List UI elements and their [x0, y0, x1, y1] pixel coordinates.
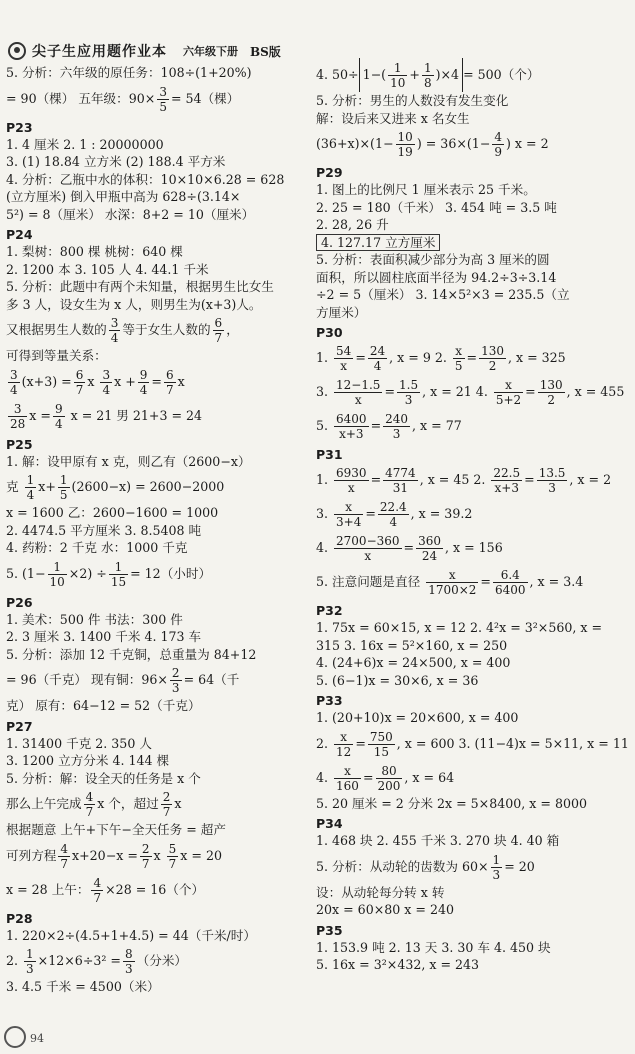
fraction: $\frac{3}{5}$	[159, 84, 167, 114]
answer-line: 1. 220×2÷(4.5+1+4.5) = 44（千米/时）	[6, 927, 256, 943]
equation-line: (36+x)×(1− $\frac{10}{19}$ ) = 36×(1− $\frac{4}{9}$ ) x = 2	[316, 130, 549, 159]
equation-line: = 96（千克） 现有铜：96× $\frac{2}{3}$ = 64（千	[6, 666, 240, 695]
answer-line: 5. (6−1)x = 30×6, x = 36	[316, 672, 479, 688]
equation-line: 2. $\frac{x}{12}$ = $\frac{750}{15}$ , x = 600 3. (11−4)x = 5×11, x = 11	[316, 729, 629, 759]
answer-line: 1. 468 块 2. 455 千米 3. 270 块 4. 40 箱	[316, 833, 560, 848]
answer-line: 1. 美术：500 件 书法：300 件	[6, 611, 183, 627]
equation-line: 克 $\frac{1}{4}$ x+ $\frac{1}{5}$ (2600−x) = 2600−2000	[6, 473, 225, 502]
answer-line: 1. 梨树：800 棵 桃树：640 棵	[6, 244, 183, 259]
equation-line: 3. $\frac{12-1.5}{x}$ = $\frac{1.5}{3}$ , x = 21 4. $\frac{x}{5+2}$ = $\frac{130}{2}$ , x = 455	[316, 378, 625, 407]
answer-line: 4. (24+6)x = 24×500, x = 400	[316, 655, 511, 670]
page-marker: P32	[316, 603, 343, 618]
equation-line: 4. $\frac{2700-360}{x}$ = $\frac{360}{24}$ , x = 156	[316, 534, 503, 563]
answer-line: 5. 20 厘米 = 2 分米 2x = 5×8400, x = 8000	[316, 795, 588, 811]
book-title: 尖子生应用题作业本	[32, 44, 167, 60]
answer-line: 20x = 60×80 x = 240	[316, 902, 454, 917]
answer-line: 2. 25 = 180（千米） 3. 454 吨 = 3.5 吨	[316, 199, 557, 215]
equation-line: 5. (1− $\frac{1}{10}$ ×2) ÷ $\frac{1}{15}$ = 12（小时）	[6, 559, 212, 589]
page-marker: P23	[6, 119, 33, 135]
answer-line: 4. 127.17 立方厘米	[316, 234, 632, 252]
equation-line: $\frac{3}{4}$ (x+3) = $\frac{6}{7}$ x $\frac{3}{4}$ x + $\frac{9}{4}$ = $\frac{6}{7}$ x	[10, 367, 185, 397]
equation-line: $\frac{3}{28}$ x = $\frac{9}{4}$ x = 21 男 21+3 = 24	[10, 401, 203, 431]
equation-line: 2. $\frac{1}{3}$ ×12×6÷3² = $\frac{8}{3}$ （分米）	[6, 947, 187, 976]
answer-line: x = 1600 乙：2600−1600 = 1000	[6, 505, 219, 520]
answer-line: 5. 分析：解：设全天的任务是 x 个	[6, 770, 201, 786]
answer-line: 2. 4474.5 平方厘米 3. 8.5408 吨	[6, 522, 202, 538]
edition-label: BS版	[250, 44, 281, 59]
right-column	[316, 58, 632, 974]
equation-line: 那么上午完成 $\frac{4}{7}$ x 个，超过 $\frac{2}{7}$ x	[6, 790, 182, 819]
answer-line: 5. 分析：六年级的原任务：108÷(1+20%)	[6, 65, 252, 80]
equation-line: 1. $\frac{54}{x}$ = $\frac{24}{4}$ , x = 9 2. $\frac{x}{5}$ = $\frac{130}{2}$ , x = 325	[316, 344, 566, 373]
page-marker: P31	[316, 447, 343, 462]
answer-line: 4. 药粉：2 千克 水：1000 千克	[6, 540, 188, 555]
page-marker: P25	[6, 436, 33, 452]
answer-line: 解：设后来又进来 x 名女生	[316, 110, 470, 126]
equation-line: 4. 50÷ 1−( $\frac{1}{10}$ + $\frac{1}{8}$ )×4 = 500（个）	[316, 58, 632, 92]
answer-line: 2. 1200 本 3. 105 人 4. 44.1 千米	[6, 261, 209, 277]
bracket: 1−( $\frac{1}{10}$ + $\frac{1}{8}$ )×4	[359, 58, 463, 92]
answer-line: 5. 分析：表面积减少部分为高 3 厘米的圆	[316, 252, 550, 267]
page-marker: P29	[316, 165, 343, 180]
page-marker: P30	[316, 325, 343, 340]
page-marker: P27	[6, 718, 33, 734]
answer-line: 可得到等量关系：	[6, 348, 107, 363]
answer-line: 1. 图上的比例尺 1 厘米表示 25 千米。	[316, 182, 536, 197]
answer-line: 5²) = 8（厘米） 水深：8+2 = 10（厘米）	[6, 206, 255, 222]
answer-line: = 90（棵） 五年级：90× $\frac{3}{5}$ = 54（棵）	[6, 84, 240, 114]
answer-line: 5. 16x = 3²×432, x = 243	[316, 957, 480, 972]
answer-line: 315 3. 16x = 5²×160, x = 250	[316, 637, 508, 653]
grade-label: 六年级下册	[183, 45, 238, 58]
answer-line: 根据题意 上午+下午−全天任务 = 超产	[6, 822, 226, 837]
equation-line: 1. $\frac{6930}{x}$ = $\frac{4774}{31}$ , x = 45 2. $\frac{22.5}{x+3}$ = $\frac{13.5}{3}$ , x = 2	[316, 466, 612, 495]
answer-line: 3. 1200 立方分米 4. 144 棵	[6, 753, 170, 768]
answer-line: ÷2 = 5（厘米） 3. 14×5²×3 = 235.5（立	[316, 287, 570, 302]
answer-line: 2. 3 厘米 3. 1400 千米 4. 173 车	[6, 629, 202, 644]
answer-line: 多 3 人，设女生为 x 人，则男生为(x+3)人。	[6, 296, 262, 312]
answer-line: (立方厘米) 倒入甲瓶中高为 628÷(3.14×	[6, 189, 241, 204]
answer-line: 5. 分析：添加 12 千克铜，总重量为 84+12	[6, 646, 257, 662]
answer-line: 又根据男生人数的 $\frac{3}{4}$ 等于女生人数的 $\frac{6}{7}$ ，	[6, 316, 239, 345]
answer-line: 4. 分析：乙瓶中水的体积：10×10×6.28 = 628	[6, 171, 285, 187]
answer-line: 1. (20+10)x = 20×600, x = 400	[316, 710, 519, 725]
equation-line: 5. 注意问题是直径 $\frac{x}{1700\times 2}$ = $\frac{6.4}{6400}$ , x = 3.4	[316, 568, 584, 597]
answer-line: 1. 4 厘米 2. 1 : 20000000	[6, 136, 164, 152]
answer-line: 5. 分析：男生的人数没有发生变化	[316, 93, 509, 108]
equation-line: 3. $\frac{x}{3+4}$ = $\frac{22.4}{4}$ , x = 39.2	[316, 500, 473, 529]
answer-line: 克） 原有：64−12 = 52（千克）	[6, 698, 201, 713]
page-header	[8, 40, 318, 62]
answer-line: 1. 75x = 60×15, x = 12 2. 4²x = 3²×560, x =	[316, 620, 603, 635]
answer-line: 方厘米）	[316, 304, 367, 320]
answer-line: 1. 153.9 吨 2. 13 天 3. 30 车 4. 450 块	[316, 939, 551, 955]
page-number: 94	[30, 1032, 44, 1045]
page-marker: P33	[316, 693, 343, 708]
page-marker: P24	[6, 227, 33, 242]
answer-line: 3. (1) 18.84 立方米 (2) 188.4 平方米	[6, 154, 226, 169]
answer-line: 5. 分析：此题中有两个未知量，根据男生比女生	[6, 279, 274, 294]
equation-line: 5. 分析：从动轮的齿数为 60× $\frac{1}{3}$ = 20	[316, 852, 535, 882]
left-column	[6, 64, 314, 996]
logo-icon	[8, 42, 26, 60]
equation-line: 可列方程 $\frac{4}{7}$ x+20−x = $\frac{2}{7}$ x $\frac{5}{7}$ x = 20	[6, 841, 222, 871]
page-marker: P34	[316, 816, 343, 831]
page-marker: P35	[316, 922, 343, 938]
page-marker: P26	[6, 594, 33, 610]
answer-line: 1. 31400 千克 2. 350 人	[6, 735, 152, 751]
equation-line: 4. $\frac{x}{160}$ = $\frac{80}{200}$ , x = 64	[316, 763, 455, 793]
answer-line: 面积，所以圆柱底面半径为 94.2÷3÷3.14	[316, 269, 557, 285]
equation-line: x = 28 上午： $\frac{4}{7}$ ×28 = 16（个）	[6, 875, 205, 905]
answer-line: 3. 4.5 千米 = 4500（米）	[6, 979, 160, 994]
page-marker: P28	[6, 910, 33, 926]
answer-line: 2. 28, 26 升	[316, 217, 389, 232]
footer-logo-icon	[4, 1026, 26, 1048]
answer-line: 设：从动轮每分转 x 转	[316, 884, 445, 900]
answer-line: 1. 解：设甲原有 x 克，则乙有（2600−x）	[6, 453, 251, 469]
equation-line: 5. $\frac{6400}{x+3}$ = $\frac{240}{3}$ , x = 77	[316, 412, 462, 441]
